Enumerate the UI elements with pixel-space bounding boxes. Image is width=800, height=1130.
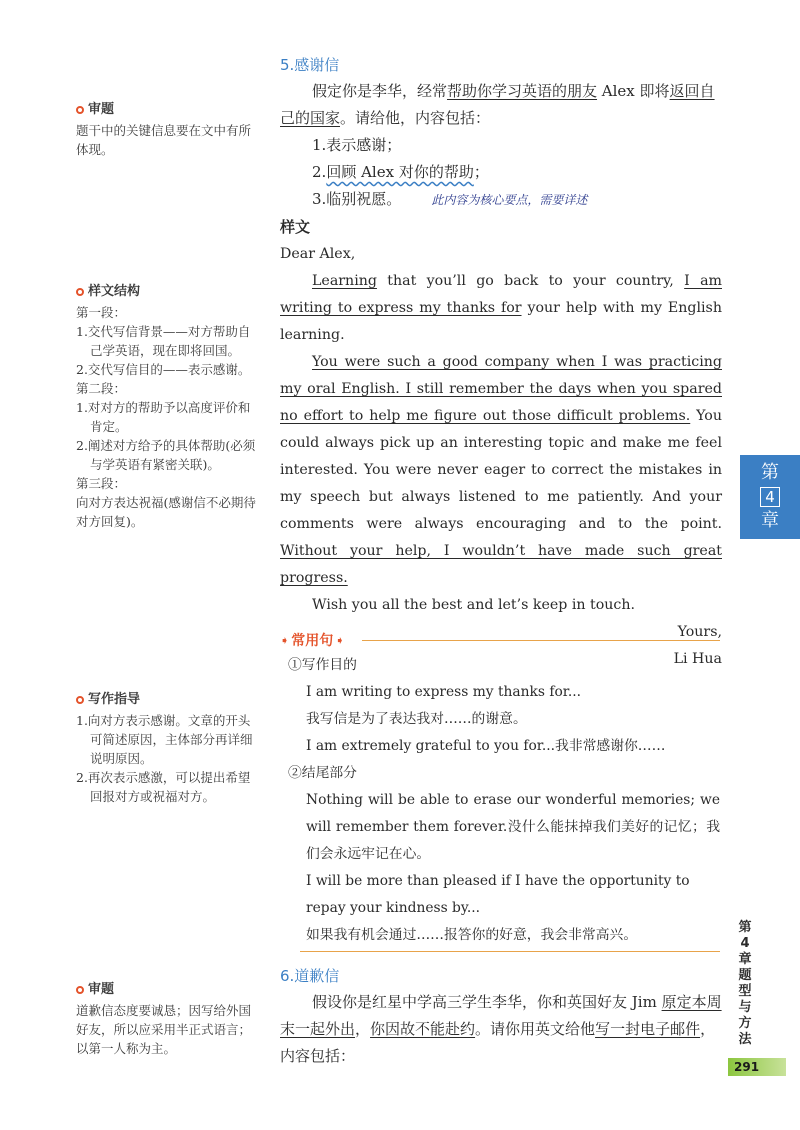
task-prompt: 假定你是李华，经常帮助你学习英语的朋友 Alex 即将返回自己的国家。请给他，内容包括： [280,82,715,127]
letter-closing: Yours, [677,624,722,640]
chapter-vertical-label: 第4章题型与方法 [738,920,752,1047]
phrase-item: I will be more than pleased if I have the opportunity to repay your kindness by... [306,873,690,916]
structure-item: 第一段： [76,305,127,320]
structure-item: 第三段： [76,476,127,491]
structure-item: 第二段： [76,381,127,396]
phrase-item: Nothing will be able to erase our wonderful memories; we will remember them forever.没什么能抹掉我们美好的记忆；我们会永远牢记在心。 [306,792,720,862]
phrase-heading: ①写作目的 [288,657,357,673]
arrow-icon: ➧ [335,633,345,647]
letter-paragraph-3: Wish you all the best and let’s keep in touch. [312,597,636,613]
structure-item: 1.交代写信背景——对方帮助自己学英语，现在即将回国。 [76,324,251,358]
phrase-heading: ②结尾部分 [288,765,357,781]
task-points: 1.表示感谢； 2.回顾 Alex 对你的帮助； 3.临别祝愿。 此内容为核心要点，需要详述 [312,136,588,208]
chapter-tab: 第 4 章 [740,455,800,539]
guidance-item: 1.向对方表示感谢。文章的开头可简述原因，主体部分再详细说明原因。 [76,713,253,766]
sample-label: 样文 [280,218,311,236]
bullet-icon [76,288,84,296]
handwritten-note: 此内容为核心要点，需要详述 [431,193,588,207]
structure-item: 2.阐述对方给予的具体帮助(必须与学英语有紧密关联)。 [76,438,256,472]
divider [300,951,720,952]
letter-greeting: Dear Alex, [280,246,356,262]
bullet-icon [76,696,84,704]
section-title: 5.感谢信 [280,56,340,74]
bullet-icon [76,986,84,994]
structure-item: 1.对对方的帮助予以高度评价和肯定。 [76,400,251,434]
sidebar-note-review-2: 审题 道歉信态度要诚恳；因写给外国好友，所以应采用半正式语言；以第一人称为主。 [76,982,252,1056]
page-number: 291 [728,1058,786,1076]
sidebar-note-guidance: 写作指导 1.向对方表示感谢。文章的开头可简述原因，主体部分再详细说明原因。 2.再次表示感激，可以提出希望回报对方或祝福对方。 [76,690,256,806]
phrase-item: 如果我有机会通过……报答你的好意，我会非常高兴。 [306,927,638,943]
task-prompt: 假设你是红星中学高三学生李华，你和英国好友 Jim 原定本周末一起外出，你因故不能赴约。请你用英文给他写一封电子邮件，内容包括： [280,993,722,1065]
structure-item: 向对方表达祝福(感谢信不必期待对方回复)。 [76,495,256,529]
phrase-item: I am extremely grateful to you for...我非常感谢你…… [306,738,666,754]
useful-sentences-box: ➧ 常用句 ➧ ①写作目的 I am writing to express my thanks for... 我写信是为了表达我对……的谢意。 I am extremely grateful to you for...我非常感谢你…… ②结尾部分 Nothing will be able to erase our wonderful memories; we will remember them forever.没什么能抹掉我们美好的记忆；我们会永远牢记在心。 I will be more than pleased if I have the opportunity to repay your kindness by... 如果我有机会通过……报答你的好意，我会非常高兴。 [280,630,720,950]
letter-paragraph-1: Learning that you’ll go back to your country, I am writing to express my thanks for your help with my English learning. [280,273,722,343]
divider [362,640,720,641]
bullet-icon [76,106,84,114]
section-title: 6.道歉信 [280,967,340,985]
sidebar-note-review: 审题 题干中的关键信息要在文中有所体现。 [76,102,252,157]
phrase-item: 我写信是为了表达我对……的谢意。 [306,711,527,727]
sample-letter [280,241,722,673]
letter-signature: Li Hua [673,651,722,667]
phrase-item: I am writing to express my thanks for... [306,684,582,700]
sidebar-note-structure: 样文结构 第一段： 1.交代写信背景——对方帮助自己学英语，现在即将回国。 2.交代写信目的——表示感谢。 第二段： 1.对对方的帮助予以高度评价和肯定。 2.阐述对方给予的具体帮助(必须与学英语有紧密关联)。 第三段： 向对方表达祝福(感谢信不必期待对方回复)。 [76,284,256,529]
letter-paragraph-2: You were such a good company when I was practicing my oral English. I still remember the days when you spared no effort to help me figure out those difficult problems. You could always pick up an interesting topic and make me feel interested. You were never eager to correct the mistakes in my speech but always listened to me patiently. And your comments were always encouraging and to the point. Without your help, I wouldn’t have made such great progress. [280,354,722,586]
structure-item: 2.交代写信目的——表示感谢。 [76,362,251,377]
section-thank-you-letter [280,54,722,673]
guidance-item: 2.再次表示感激，可以提出希望回报对方或祝福对方。 [76,770,251,804]
arrow-icon: ➧ [280,633,290,647]
section-apology-letter [280,965,722,1070]
